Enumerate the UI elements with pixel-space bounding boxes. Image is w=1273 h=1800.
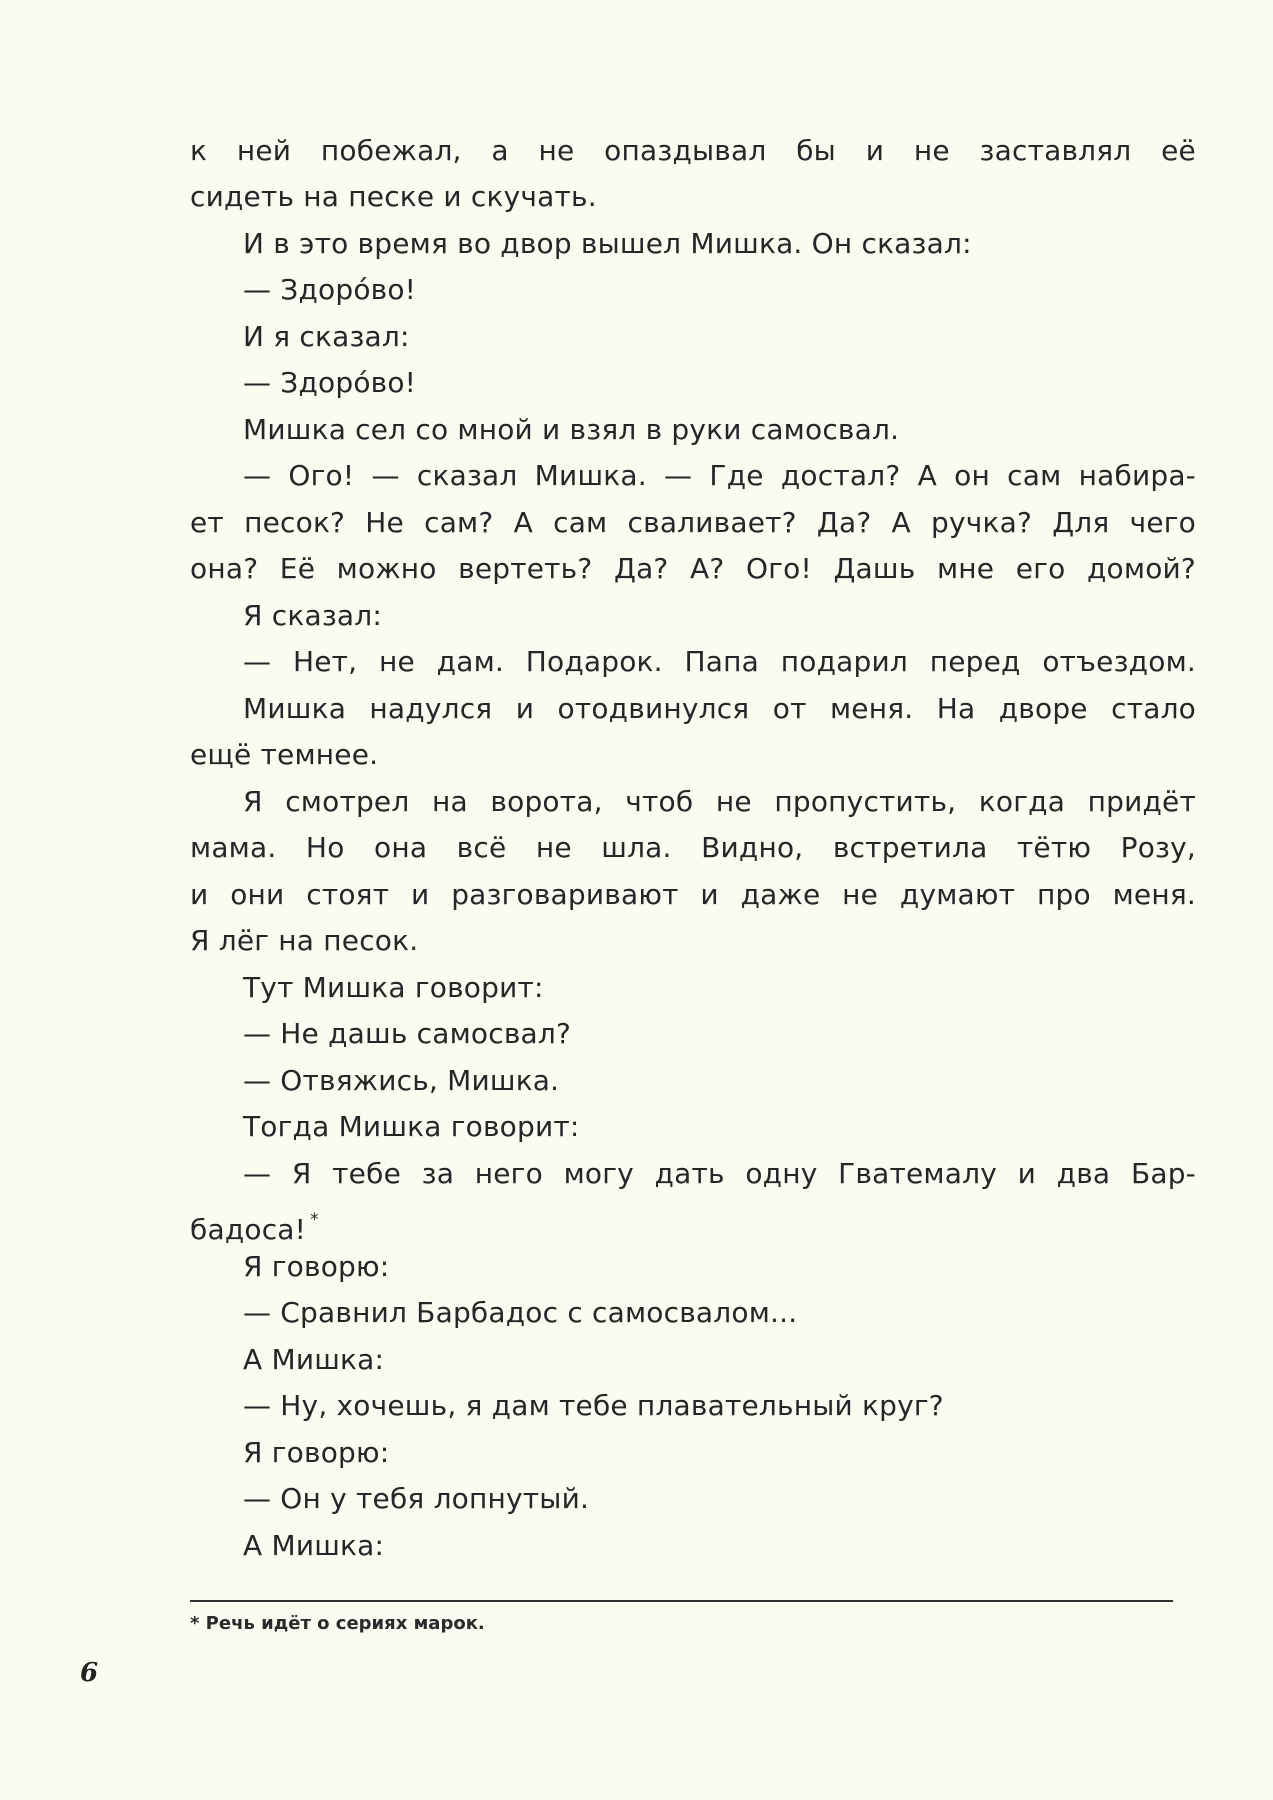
text-line: И я сказал: — [243, 320, 410, 353]
footnote-marker: * — [310, 1210, 319, 1230]
page-number: 6 — [80, 1658, 99, 1688]
text-line: ет песок? Не сам? А сам сваливает? Да? А ручка? Для чего — [190, 506, 1196, 539]
text-line: Я лёг на песок. — [190, 924, 419, 957]
text-line: — Сравнил Барбадос с самосвалом... — [243, 1296, 798, 1329]
text-line: и они стоят и разговаривают и даже не думают про меня. — [190, 878, 1196, 911]
text-line: Тогда Мишка говорит: — [243, 1110, 580, 1143]
text-line: Я смотрел на ворота, чтоб не пропустить, когда придёт — [243, 785, 1196, 818]
text-line: — Ну, хочешь, я дам тебе плавательный круг? — [243, 1389, 944, 1422]
text-line: Я говорю: — [243, 1436, 390, 1469]
text-line: — Он у тебя лопнутый. — [243, 1482, 590, 1515]
text-line: А Мишка: — [243, 1529, 385, 1562]
text-line: она? Её можно вертеть? Да? А? Ого! Дашь мне его домой? — [190, 552, 1196, 585]
text-line: Тут Мишка говорит: — [243, 971, 544, 1004]
text-line: ещё темнее. — [190, 738, 379, 771]
text-line: Мишка сел со мной и взял в руки самосвал. — [243, 413, 900, 446]
text-line: — Я тебе за него могу дать одну Гватемалу и два Бар- — [243, 1157, 1196, 1190]
text-line: Я сказал: — [243, 599, 382, 632]
text-line: И в это время во двор вышел Мишка. Он сказал: — [243, 227, 972, 260]
text-line: мама. Но она всё не шла. Видно, встретила тётю Розу, — [190, 831, 1196, 864]
text-line: Мишка надулся и отодвинулся от меня. На дворе стало — [243, 692, 1196, 725]
text-line — [190, 1197, 1196, 1246]
footnote-divider — [190, 1600, 1173, 1602]
footnote: * Речь идёт о сериях марок. — [190, 1613, 485, 1634]
text-line: — Отвяжись, Мишка. — [243, 1064, 560, 1097]
text-line: — Здоро́во! — [243, 366, 417, 399]
text-line: — Нет, не дам. Подарок. Папа подарил перед отъездом. — [243, 645, 1196, 678]
text-line: Я говорю: — [243, 1250, 390, 1283]
text-line: к ней побежал, а не опаздывал бы и не заставлял её — [190, 134, 1196, 167]
text-line-content: бадоса! — [190, 1213, 307, 1246]
text-line: — Ого! — сказал Мишка. — Где достал? А он сам набира- — [243, 459, 1196, 492]
text-line: — Не дашь самосвал? — [243, 1017, 572, 1050]
text-line: А Мишка: — [243, 1343, 385, 1376]
text-line: сидеть на песке и скучать. — [190, 180, 597, 213]
text-line: — Здоро́во! — [243, 273, 417, 306]
